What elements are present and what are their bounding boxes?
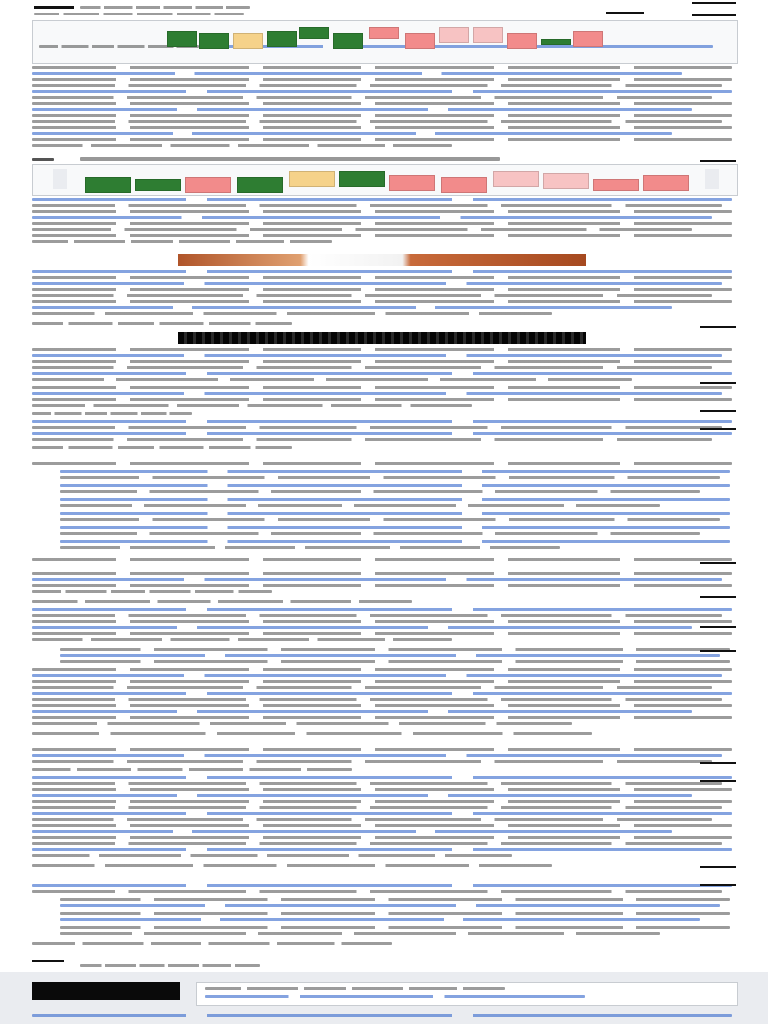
text-line xyxy=(60,504,660,507)
section-rule xyxy=(700,562,736,564)
section-rule xyxy=(700,650,736,652)
text-line xyxy=(32,96,712,99)
cell xyxy=(267,31,297,47)
text-line xyxy=(32,90,732,93)
text-line xyxy=(32,114,732,117)
text-line xyxy=(32,760,712,763)
cell xyxy=(573,31,603,47)
cell xyxy=(299,27,329,39)
text-line xyxy=(32,768,352,771)
text-line xyxy=(60,470,730,473)
text-line xyxy=(60,918,700,921)
text-line xyxy=(32,294,712,297)
section-rule xyxy=(700,626,736,628)
text-line xyxy=(32,830,672,833)
text-line xyxy=(60,476,720,479)
text-line xyxy=(32,942,392,945)
text-line xyxy=(60,540,730,543)
cell xyxy=(593,179,639,191)
cell xyxy=(339,171,385,187)
cell xyxy=(541,39,571,45)
text-line xyxy=(32,392,722,395)
text-line xyxy=(32,312,552,315)
text-line xyxy=(32,590,272,593)
site-header xyxy=(0,0,768,20)
text-line xyxy=(32,716,732,719)
text-line xyxy=(205,995,585,998)
text-line xyxy=(32,276,732,279)
menu-icon-line xyxy=(692,14,736,16)
search-bar[interactable] xyxy=(606,12,644,14)
text-line xyxy=(32,732,592,735)
text-line xyxy=(32,890,722,893)
text-line xyxy=(32,864,552,867)
text-line xyxy=(32,854,512,857)
text-line xyxy=(60,518,720,521)
text-line xyxy=(60,926,730,929)
cell xyxy=(439,27,469,43)
cell xyxy=(167,31,197,47)
cell xyxy=(643,175,689,191)
cell xyxy=(233,33,263,49)
text-line xyxy=(32,692,732,695)
figure-image-1[interactable] xyxy=(178,254,586,266)
text-line xyxy=(32,228,692,231)
cell xyxy=(441,177,487,193)
text-line xyxy=(60,512,730,515)
site-tagline xyxy=(80,6,250,9)
text-line xyxy=(32,78,732,81)
text-line xyxy=(32,270,732,273)
text-line xyxy=(32,144,452,147)
text-line xyxy=(32,848,732,851)
cell xyxy=(85,177,131,193)
text-line xyxy=(32,788,732,791)
text-line xyxy=(205,987,505,990)
text-line xyxy=(60,526,730,529)
section-rule xyxy=(700,326,736,328)
section-heading-text xyxy=(80,157,500,161)
text-line xyxy=(32,704,732,707)
page-title-strip xyxy=(34,13,244,15)
reference-list xyxy=(32,462,736,566)
text-line xyxy=(32,722,572,725)
section-rule xyxy=(700,884,736,886)
text-line xyxy=(32,600,412,603)
text-line xyxy=(32,426,722,429)
text-line xyxy=(32,674,722,677)
text-line xyxy=(32,608,732,611)
text-line xyxy=(32,72,682,75)
text-line xyxy=(32,806,722,809)
results-table-mid xyxy=(32,164,738,196)
text-line xyxy=(32,120,722,123)
text-line xyxy=(32,800,732,803)
cell xyxy=(199,33,229,49)
text-line xyxy=(32,366,712,369)
cell xyxy=(507,33,537,49)
text-line xyxy=(32,412,192,415)
cell xyxy=(135,179,181,191)
results-table-top xyxy=(32,20,738,64)
text-line xyxy=(32,132,672,135)
text-line xyxy=(32,782,722,785)
section-heading xyxy=(32,960,64,962)
section-rule xyxy=(700,160,736,162)
text-line xyxy=(32,432,732,435)
text-line xyxy=(32,818,712,821)
text-line xyxy=(32,686,712,689)
cell xyxy=(405,33,435,49)
text-line xyxy=(32,378,632,381)
footer xyxy=(0,972,768,1024)
text-line xyxy=(60,932,660,935)
article-body-2 xyxy=(32,198,736,248)
cell xyxy=(237,177,283,193)
article-body-1 xyxy=(32,66,736,156)
text-line xyxy=(32,398,732,401)
text-line xyxy=(32,884,732,887)
text-line xyxy=(32,438,712,441)
text-line xyxy=(32,754,722,757)
text-line xyxy=(32,240,332,243)
text-line xyxy=(32,626,692,629)
section-rule xyxy=(700,762,736,764)
figure-image-2[interactable] xyxy=(178,332,586,344)
text-line xyxy=(60,532,700,535)
text-line xyxy=(32,300,732,303)
text-line xyxy=(32,306,672,309)
text-line xyxy=(32,108,692,111)
text-line xyxy=(32,84,722,87)
text-line xyxy=(60,648,730,651)
text-line xyxy=(32,462,732,465)
text-line xyxy=(60,654,720,657)
text-line xyxy=(32,404,472,407)
section-heading xyxy=(32,158,54,161)
section-rule xyxy=(700,382,736,384)
section-rule xyxy=(700,410,736,412)
article-body-4 xyxy=(32,348,736,458)
row-label xyxy=(53,169,67,189)
text-line xyxy=(32,360,732,363)
text-line xyxy=(32,348,732,351)
text-line xyxy=(32,812,732,815)
text-line xyxy=(32,420,732,423)
text-line xyxy=(32,126,732,129)
footer-info-box xyxy=(196,982,738,1006)
article-body-5 xyxy=(32,572,736,742)
section-rule xyxy=(700,780,736,782)
text-line xyxy=(32,222,732,225)
cell xyxy=(493,171,539,187)
text-line xyxy=(60,898,730,901)
section-rule xyxy=(700,596,736,598)
text-line xyxy=(32,138,732,141)
row-label xyxy=(705,169,719,189)
text-line xyxy=(32,322,292,325)
text-line xyxy=(32,578,722,581)
cell xyxy=(333,33,363,49)
text-line xyxy=(32,204,722,207)
text-line xyxy=(32,282,722,285)
text-line xyxy=(60,546,560,549)
cell xyxy=(185,177,231,193)
text-line xyxy=(32,668,732,671)
text-line xyxy=(32,776,732,779)
text-line xyxy=(60,484,730,487)
text-line xyxy=(60,912,730,915)
text-line xyxy=(32,386,732,389)
text-line xyxy=(32,372,732,375)
cell xyxy=(473,27,503,43)
text-line xyxy=(32,234,732,237)
article-body-7 xyxy=(32,884,736,954)
text-line xyxy=(32,446,292,449)
cell xyxy=(289,171,335,187)
text-line xyxy=(32,102,732,105)
menu-icon[interactable] xyxy=(692,2,736,4)
cell xyxy=(389,175,435,191)
text-line xyxy=(32,66,732,69)
text-line xyxy=(32,680,732,683)
text-line xyxy=(32,748,732,751)
cell xyxy=(369,27,399,39)
text-line xyxy=(32,288,732,291)
text-line xyxy=(32,210,732,213)
section-rule xyxy=(700,428,736,430)
cell xyxy=(543,173,589,189)
text-line xyxy=(32,638,452,641)
text-line xyxy=(32,584,732,587)
text-line xyxy=(32,614,722,617)
text-line xyxy=(32,620,732,623)
text-line xyxy=(32,198,732,201)
text-line xyxy=(60,490,700,493)
text-line xyxy=(32,842,722,845)
footer-links[interactable] xyxy=(32,1014,732,1017)
text-line xyxy=(32,794,692,797)
section-heading-text xyxy=(80,964,260,967)
article-body-3 xyxy=(32,270,736,326)
text-line xyxy=(60,498,730,501)
text-line xyxy=(60,660,730,663)
text-line xyxy=(32,558,732,561)
text-line xyxy=(32,824,732,827)
logo-bar[interactable] xyxy=(34,6,74,9)
text-line xyxy=(32,632,732,635)
text-line xyxy=(32,572,732,575)
text-line xyxy=(60,904,720,907)
text-line xyxy=(32,836,732,839)
text-line xyxy=(32,354,722,357)
section-rule xyxy=(700,866,736,868)
text-line xyxy=(32,698,722,701)
footer-logo[interactable] xyxy=(32,982,180,1000)
text-line xyxy=(32,216,712,219)
text-line xyxy=(32,710,692,713)
article-body-6 xyxy=(32,748,736,878)
